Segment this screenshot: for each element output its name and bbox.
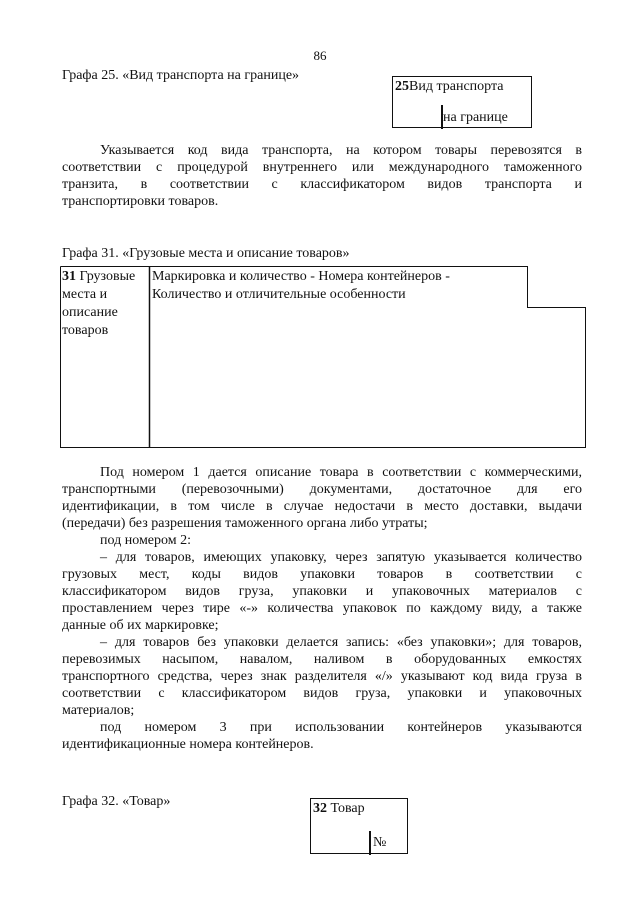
box-32-number-sign: № [373, 835, 387, 850]
box-31-right-line: Маркировка и количество - Номера контейнеров - [152, 269, 450, 284]
box-31-right-cell [152, 268, 450, 304]
section25-heading: Графа 25. «Вид транспорта на границе» [62, 68, 300, 83]
box-32-divider-line [311, 853, 369, 854]
body-line: – для товаров, имеющих упаковку, через запятую указывается количество [100, 550, 582, 565]
section25-line: транзита, в соответствии с классификатором видов транспорта и [62, 177, 582, 192]
box-32-num: 32 [313, 801, 327, 816]
box-31-num: 31 [62, 269, 76, 284]
box-31-left-line: описание [62, 305, 118, 320]
section25-line: Указывается код вида транспорта, на котором товары перевозятся в [100, 143, 582, 158]
section25-paragraph [62, 142, 582, 210]
body-line: идентификации, в том числе в случае недостачи в место доставки, выдачи [62, 499, 582, 514]
body-line: проставлением через тире «-» количества упаковок по каждому виду, а также [62, 601, 582, 616]
body-line: классификатором видов груза, упаковки и упаковочных материалов с [62, 584, 582, 599]
body-text [62, 464, 582, 753]
body-line: Под номером 1 дается описание товара в соответствии с коммерческими, [100, 465, 582, 480]
body-line: транспортного средства, через знак разделителя «/» указывают код вида груза в [62, 669, 582, 684]
box-25-divider-line [393, 127, 441, 128]
section25-line: соответствии с процедурой внутреннего или международного таможенного [62, 160, 582, 175]
box-25-title [395, 79, 503, 95]
body-line: (передачи) без разрешения таможенного органа либо утраты; [62, 516, 428, 531]
body-line: под номером 2: [100, 533, 191, 548]
section25-line: транспортировки товаров. [62, 194, 219, 209]
box-25 [392, 76, 532, 128]
box-31-left-line-1 [62, 268, 135, 286]
box-25-num: 25 [395, 79, 409, 94]
page-number: 86 [313, 48, 327, 63]
box-31-left-cell [62, 268, 135, 340]
section31-heading: Графа 31. «Грузовые места и описание товаров» [62, 246, 350, 261]
box-32-title [313, 801, 365, 817]
box-25-subtitle: на границе [443, 110, 508, 125]
body-line: идентификационные номера контейнеров. [62, 737, 314, 752]
box-25-title-text: Вид транспорта [409, 79, 504, 94]
body-line: под номером 3 при использовании контейнеров указываются [100, 720, 582, 735]
body-line: перевозимых насыпом, навалом, наливом в оборудованных емкостях [62, 652, 582, 667]
body-line: данные об их маркировке; [62, 618, 219, 633]
body-line: соответствии с классификатором видов груза, упаковки и упаковочных [62, 686, 582, 701]
body-line: транспортными (перевозочными) документами, достаточное для его [62, 482, 582, 497]
body-line: грузовых мест, коды видов упаковки товаров в соответствии с [62, 567, 582, 582]
box-31-left-text: Грузовые [79, 269, 136, 284]
body-line: материалов; [62, 703, 135, 718]
box-31-right-line: Количество и отличительные особенности [152, 287, 406, 302]
box-31-left-line: товаров [62, 323, 109, 338]
box-31-left-line: места и [62, 287, 108, 302]
box-32-title-text: Товар [330, 801, 365, 816]
box-32 [310, 798, 408, 854]
section32-heading: Графа 32. «Товар» [62, 794, 171, 809]
body-line: – для товаров без упаковки делается запись: «без упаковки»; для товаров, [100, 635, 582, 650]
box-32-vertical-line [369, 831, 371, 855]
